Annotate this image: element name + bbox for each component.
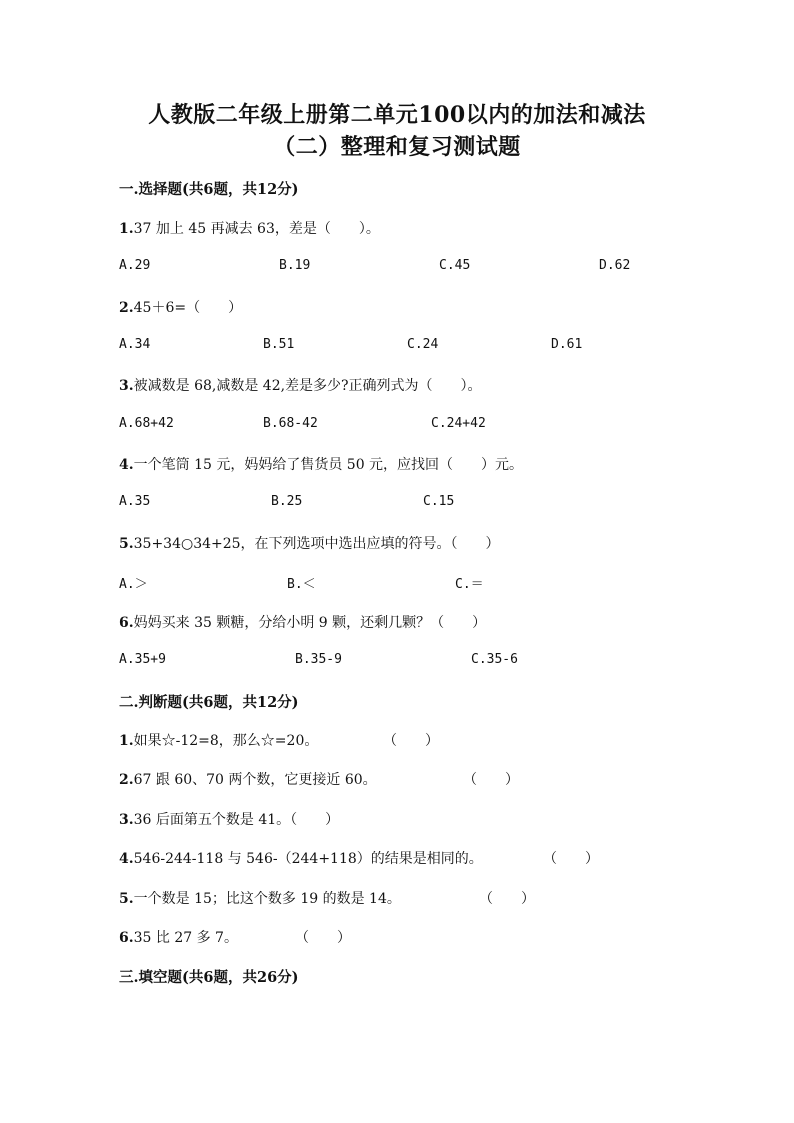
choice-option-b[interactable]: B.51 bbox=[263, 337, 295, 352]
choice-option-d[interactable]: D.61 bbox=[551, 337, 583, 352]
choice-option-a[interactable]: A.35 bbox=[119, 494, 151, 509]
choice-option-c[interactable]: C.15 bbox=[423, 494, 455, 509]
question-number: 3. bbox=[119, 378, 134, 394]
choice-question-5 bbox=[119, 533, 500, 553]
judgement-question-6 bbox=[119, 927, 238, 947]
question-number: 4. bbox=[119, 457, 134, 473]
choice-question-6 bbox=[119, 612, 486, 632]
question-text: 35 比 27 多 7。 bbox=[133, 930, 238, 946]
question-number: 1. bbox=[119, 733, 134, 749]
page-title-line2: （二）整理和复习测试题 bbox=[273, 134, 521, 160]
judgement-question-5 bbox=[119, 888, 401, 908]
question-text: 37 加上 45 再减去 63，差是（ ）。 bbox=[133, 221, 380, 237]
choice-option-c[interactable]: C.45 bbox=[439, 258, 471, 273]
choice-option-a[interactable]: A.35+9 bbox=[119, 652, 166, 667]
choice-option-b[interactable]: B.68-42 bbox=[263, 416, 318, 431]
question-text: 一个数是 15；比这个数多 19 的数是 14。 bbox=[133, 891, 401, 907]
question-text: 被减数是 68,减数是 42,差是多少?正确列式为（ ）。 bbox=[133, 378, 482, 394]
choice-option-a[interactable]: A.34 bbox=[119, 337, 151, 352]
question-text: 如果☆-12=8，那么☆=20。 bbox=[133, 733, 319, 749]
question-number: 3. bbox=[119, 812, 134, 828]
question-number: 1. bbox=[119, 221, 134, 237]
choice-option-a[interactable]: A.29 bbox=[119, 258, 151, 273]
answer-blank[interactable]: （ ） bbox=[295, 930, 351, 946]
question-number: 6. bbox=[119, 930, 134, 946]
choice-option-c[interactable]: C.24+42 bbox=[431, 416, 486, 431]
question-text: 546-244-118 与 546-（244+118）的结果是相同的。 bbox=[133, 851, 483, 867]
section-heading-judgement: 二.判断题(共6题，共12分) bbox=[119, 694, 299, 711]
question-text: 45＋6=（ ） bbox=[133, 300, 243, 316]
question-number: 5. bbox=[119, 536, 134, 552]
answer-blank[interactable]: （ ） bbox=[463, 772, 519, 788]
choice-option-c[interactable]: C.＝ bbox=[455, 577, 484, 592]
judgement-question-2 bbox=[119, 769, 377, 789]
answer-blank[interactable]: （ ） bbox=[383, 733, 439, 749]
question-text: 35+34○34+25，在下列选项中选出应填的符号。（ ） bbox=[133, 536, 500, 552]
choice-option-c[interactable]: C.35-6 bbox=[471, 652, 518, 667]
question-number: 5. bbox=[119, 891, 134, 907]
question-number: 6. bbox=[119, 615, 134, 631]
judgement-question-3 bbox=[119, 809, 339, 829]
question-number: 2. bbox=[119, 772, 134, 788]
section-heading-fill-blank: 三.填空题(共6题，共26分) bbox=[119, 969, 299, 986]
judgement-question-4 bbox=[119, 848, 483, 868]
section-heading-choice: 一.选择题(共6题，共12分) bbox=[119, 181, 299, 198]
choice-option-b[interactable]: B.25 bbox=[271, 494, 303, 509]
question-text: 67 跟 60、70 两个数，它更接近 60。 bbox=[133, 772, 377, 788]
choice-question-4 bbox=[119, 454, 523, 474]
choice-option-d[interactable]: D.62 bbox=[599, 258, 631, 273]
judgement-question-1 bbox=[119, 730, 318, 750]
answer-blank[interactable]: （ ） bbox=[479, 891, 535, 907]
choice-option-c[interactable]: C.24 bbox=[407, 337, 439, 352]
choice-question-2 bbox=[119, 297, 242, 317]
answer-blank[interactable]: （ ） bbox=[543, 851, 599, 867]
question-number: 4. bbox=[119, 851, 134, 867]
choice-option-b[interactable]: B.19 bbox=[279, 258, 311, 273]
question-text: 妈妈买来 35 颗糖，分给小明 9 颗，还剩几颗？（ ） bbox=[133, 615, 487, 631]
question-text: 一个笔筒 15 元，妈妈给了售货员 50 元，应找回（ ）元。 bbox=[133, 457, 524, 473]
choice-option-a[interactable]: A.68+42 bbox=[119, 416, 174, 431]
choice-question-3 bbox=[119, 375, 482, 395]
choice-option-b[interactable]: B.35-9 bbox=[295, 652, 342, 667]
choice-option-a[interactable]: A.＞ bbox=[119, 577, 148, 592]
page-title-line1: 人教版二年级上册第二单元100以内的加法和减法 bbox=[148, 102, 646, 128]
choice-option-b[interactable]: B.＜ bbox=[287, 577, 316, 592]
question-number: 2. bbox=[119, 300, 134, 316]
question-text: 36 后面第五个数是 41。（ ） bbox=[133, 812, 340, 828]
choice-question-1 bbox=[119, 218, 380, 238]
